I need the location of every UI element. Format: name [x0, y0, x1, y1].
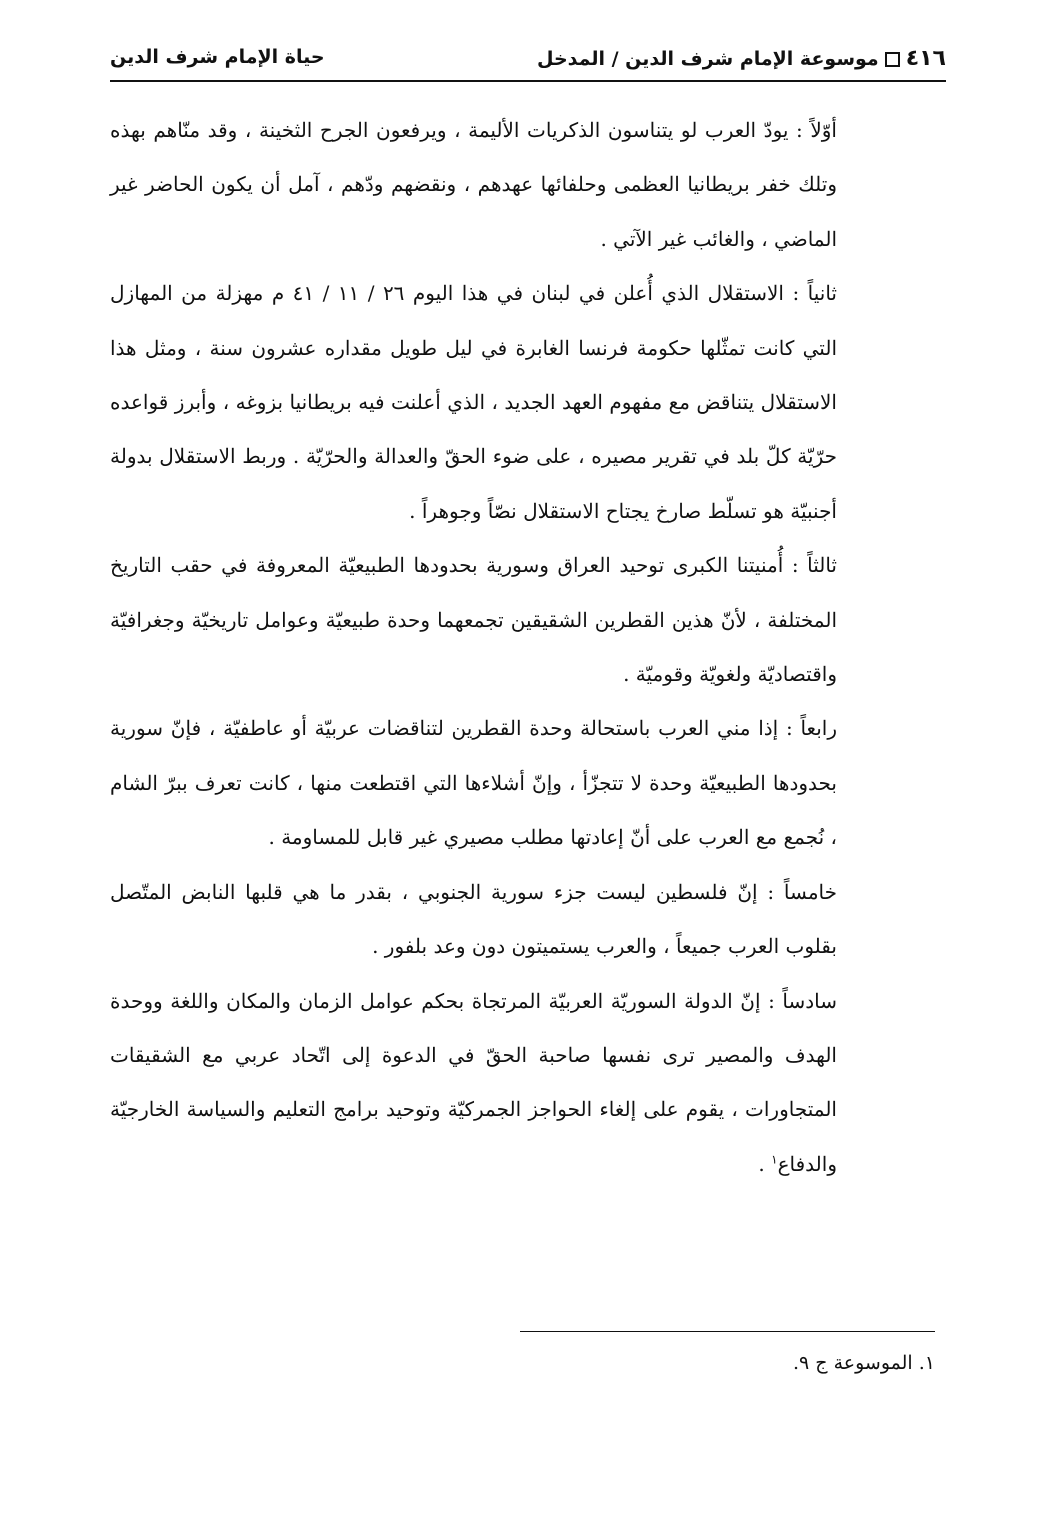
footnote-divider: [520, 1331, 935, 1332]
header-divider: [110, 80, 946, 82]
paragraph-third: ثالثاً : أُمنيتنا الكبرى توحيد العراق وسورية بحدودها الطبيعيّة المعروفة في حقب التاريخ المختلفة ، لأنّ هذين القطرين الشقيقين تجمعهما وحدة طبيعيّة وعوامل تاريخيّة وجغرافيّة واقتصاديّة ولغويّة وقوميّة .: [110, 553, 837, 687]
paragraph-sixth-text: سادساً : إنّ الدولة السوريّة العربيّة المرتجاة بحكم عوامل الزمان والمكان واللغة ووحدة الهدف والمصير ترى نفسها صاحبة الحقّ في الدعوة إلى اتّحاد عربي مع الشقيقات المتجاورات ، يقوم على إلغاء الحواجز الجمركيّة وتوحيد برامج التعليم والسياسة الخارجيّة والدفاع: [110, 988, 837, 1176]
running-header: [110, 38, 946, 82]
running-title-left: حياة الإمام شرف الدين: [110, 46, 325, 68]
footnote: ١. الموسوعة ج ٩.: [792, 1352, 935, 1374]
square-ornament-icon: [885, 52, 900, 67]
page-number: ٤١٦: [905, 46, 946, 71]
header-right: [537, 46, 946, 71]
paragraph-first: أوّلاً : يودّ العرب لو يتناسون الذكريات الأليمة ، ويرفعون الجرح الثخينة ، وقد منّاهم بهذه وتلك خفر بريطانيا العظمى وحلفائها عهدهم ، ونقضهم ودّهم ، آمل أن يكون الحاضر غير الماضي ، والغائب غير الآتي .: [110, 118, 837, 251]
paragraph-fourth: رابعاً : إذا مني العرب باستحالة وحدة القطرين لتناقضات عربيّة أو عاطفيّة ، فإنّ سورية بحدودها الطبيعيّة وحدة لا تتجزّأ ، وإنّ أشلاءها التي اقتطعت منها ، كانت تعرف ببرّ الشام ، نُجمع مع العرب على أنّ إعادتها مطلب مصيري غير قابل للمساومة .: [110, 716, 837, 850]
main-text: [110, 103, 837, 1191]
paragraph-sixth: [110, 974, 837, 1192]
running-title-right: موسوعة الإمام شرف الدين / المدخل: [536, 48, 879, 70]
paragraph-fifth: خامساً : إنّ فلسطين ليست جزء سورية الجنوبي ، بقدر ما هي قلبها النابض المتّصل بقلوب العرب جميعاً ، والعرب يستميتون دون وعد بلفور .: [110, 879, 838, 959]
paragraph-second: ثانياً : الاستقلال الذي أُعلن في لبنان في هذا اليوم ٢٦ / ١١ / ٤١ م مهزلة من المهازل التي كانت تمثّلها حكومة فرنسا الغابرة في ليل طويل مقداره عشرون سنة ، ومثل هذا الاستقلال يتناقض مع مفهوم العهد الجديد ، الذي أعلنت فيه بريطانيا بزوغه ، وأبرز قواعده حرّيّة كلّ بلد في تقرير مصيره ، على ضوء الحقّ والعدالة والحرّيّة . وربط الاستقلال بدولة أجنبيّة هو تسلّط صارخ يجتاح الاستقلال نصّاً وجوهراً .: [110, 281, 837, 523]
footnote-reference: ١: [771, 1152, 778, 1167]
closing-period: .: [758, 1151, 772, 1176]
